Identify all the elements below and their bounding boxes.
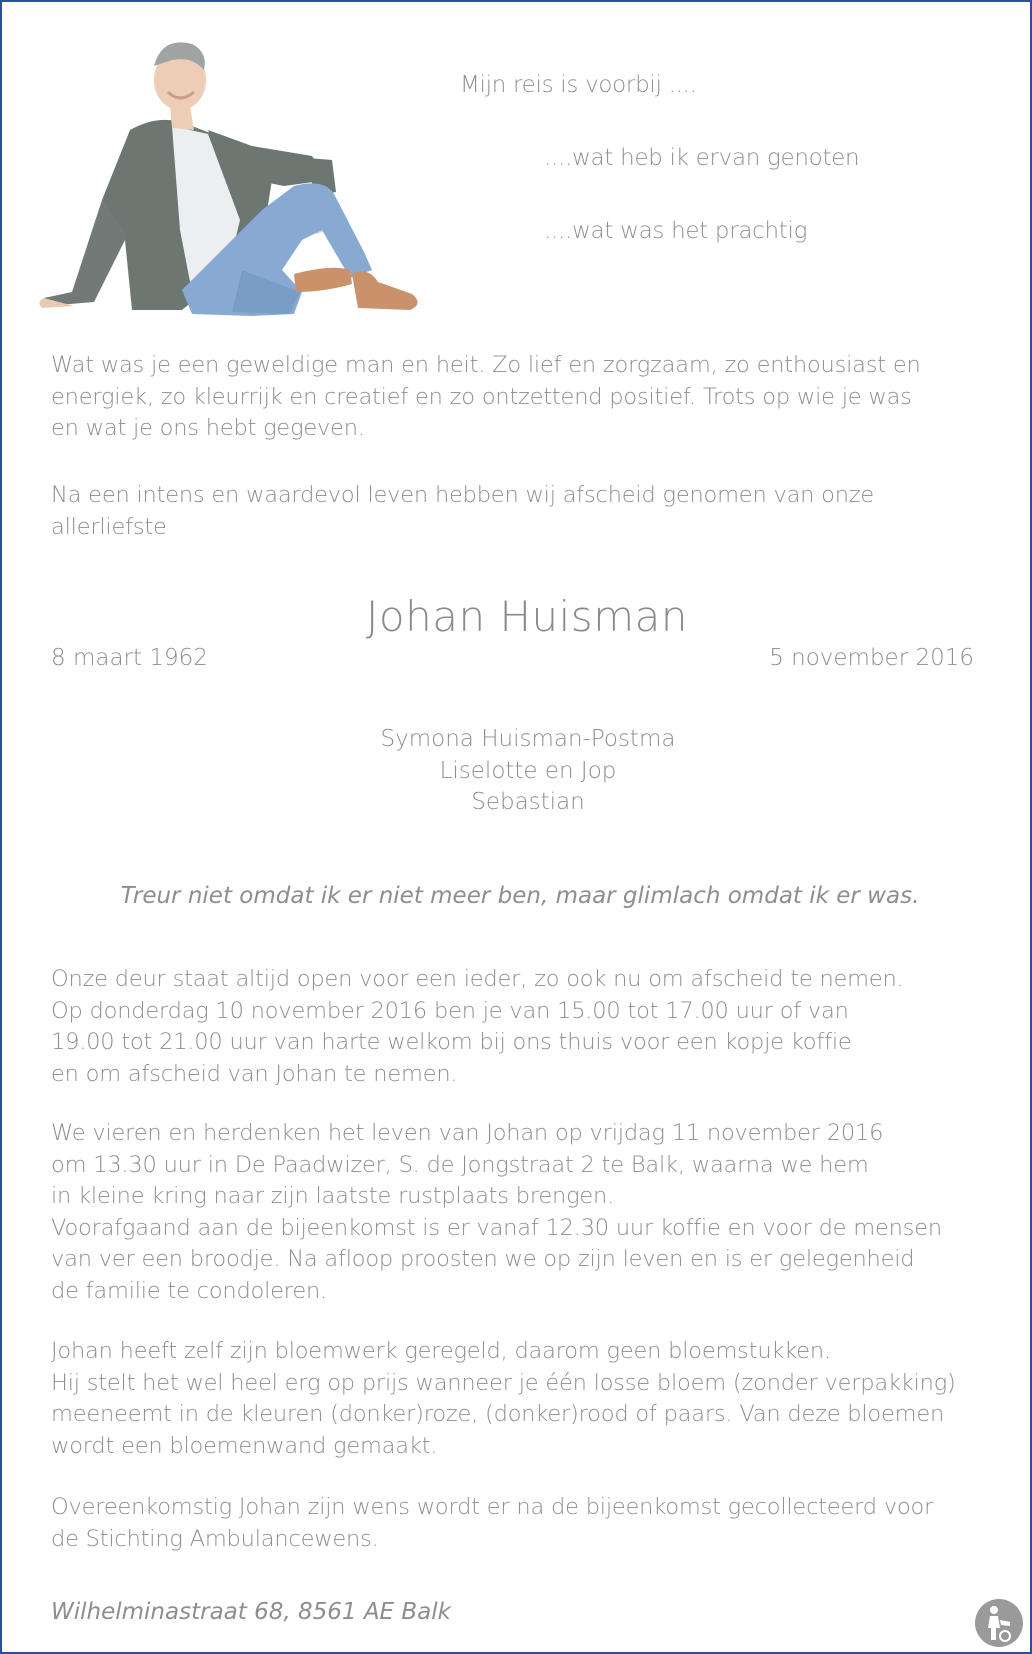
family-member: Sebastian [471, 789, 585, 815]
text-line: wordt een bloemenwand gemaakt. [51, 1432, 438, 1459]
poem-line-3: ....wat was het prachtig [544, 218, 808, 244]
text-line: Na een intens en waardevol leven hebben wij afscheid genomen van onze [51, 482, 875, 508]
visit-paragraph [51, 964, 1001, 1090]
home-address: Wilhelminastraat 68, 8561 AE Balk [51, 1599, 451, 1625]
family-names [2, 724, 1032, 819]
text-line: allerliefste [51, 513, 167, 540]
text-line: de familie te condoleren. [51, 1277, 328, 1304]
text-line: en om afscheid van Johan te nemen. [51, 1060, 458, 1087]
text-line: Onze deur staat altijd open voor een ieder, zo ook nu om afscheid te nemen. [51, 966, 904, 992]
text-line: Op donderdag 10 november 2016 ben je van 15.00 tot 17.00 uur of van [51, 997, 849, 1024]
flowers-paragraph [51, 1336, 1001, 1462]
text-line: van ver een broodje. Na afloop proosten we op zijn leven en is er gelegenheid [51, 1246, 915, 1272]
ceremony-paragraph [51, 1118, 1001, 1307]
text-line: Hij stelt het wel heel erg op prijs wanneer je één losse bloem (zonder verpakking) [51, 1369, 956, 1396]
text-line: 19.00 tot 21.00 uur van harte welkom bij ons thuis voor een kopje koffie [51, 1029, 852, 1055]
deceased-name: Johan Huisman [366, 592, 688, 641]
text-line: meeneemt in de kleuren (donker)roze, (donker)rood of paars. Van deze bloemen [51, 1401, 945, 1427]
death-date: 5 november 2016 [769, 645, 974, 671]
farewell-paragraph [51, 480, 1001, 543]
text-line: Overeenkomstig Johan zijn wens wordt er na de bijeenkomst gecollecteerd voor [51, 1494, 934, 1520]
text-line: en wat je ons hebt gegeven. [51, 415, 365, 441]
birth-date: 8 maart 1962 [51, 645, 208, 671]
poem-line-1: Mijn reis is voorbij .... [460, 72, 697, 98]
text-line: de Stichting Ambulancewens. [51, 1525, 379, 1552]
text-line: energiek, zo kleurrijk en creatief en zo ontzettend positief. Trots op wie je was [51, 383, 912, 410]
text-line: Wat was je een geweldige man en heit. Zo lief en zorgzaam, zo enthousiast en [51, 352, 921, 378]
quote: Treur niet omdat ik er niet meer ben, maar glimlach omdat ik er was. [120, 883, 920, 909]
text-line: om 13.30 uur in De Paadwizer, S. de Jongstraat 2 te Balk, waarna we hem [51, 1151, 869, 1178]
family-member: Liselotte en Jop [439, 757, 617, 784]
text-line: Voorafgaand aan de bijeenkomst is er vanaf 12.30 uur koffie en voor de mensen [51, 1214, 942, 1241]
poem-line-2: ....wat heb ik ervan genoten [544, 145, 860, 171]
text-line: Johan heeft zelf zijn bloemwerk geregeld, daarom geen bloemstukken. [51, 1338, 831, 1364]
portrait-photo [32, 30, 452, 342]
family-member: Symona Huisman-Postma [380, 726, 676, 752]
ambulancewens-logo-icon [974, 1598, 1024, 1648]
text-line: We vieren en herdenken het leven van Johan op vrijdag 11 november 2016 [51, 1120, 884, 1146]
text-line: in kleine kring naar zijn laatste rustplaats brengen. [51, 1183, 615, 1209]
tribute-paragraph [51, 350, 1001, 445]
collection-paragraph [51, 1492, 1001, 1555]
